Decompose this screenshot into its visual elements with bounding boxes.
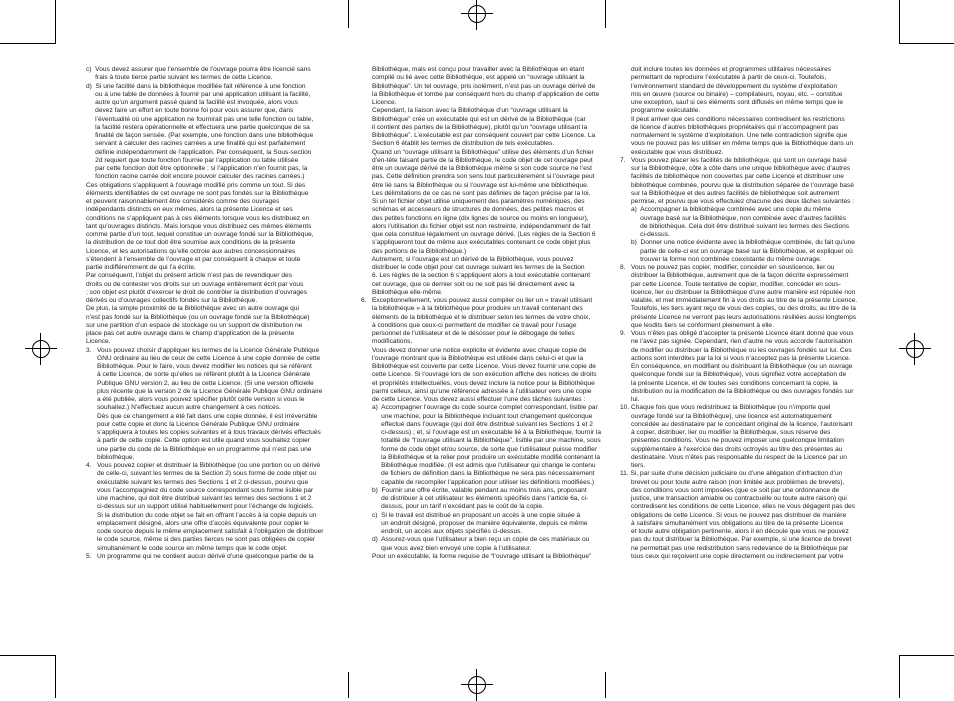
text-line: comme partie d’un tout, lequel constitue un ouvrage fondé sur la Bibliothèque,	[86, 231, 314, 238]
text-line: dessus, pour un tarif n’excédant pas le coût de la copie.	[361, 503, 544, 511]
text-line: Bibliothèque elle-même.	[361, 288, 443, 296]
text-line: b) Donner une notice évidente avec la bibliothèque combinée, du fait qu’une	[620, 239, 855, 247]
text-line: à partir de cette copie. Cette option est utile quand vous souhaitez copier	[86, 437, 310, 445]
crop-mark	[899, 43, 954, 44]
text-line: à satisfaire simultanément vos obligations au titre de la présente Licence	[620, 519, 844, 527]
text-line: distribution ou la modification de la Bibliothèque ou des ouvrages fondés sur	[620, 387, 854, 395]
text-line: une exception, sauf si ces éléments sont diffusés en même temps que le	[620, 99, 844, 106]
text-line: modifications.	[361, 338, 413, 346]
text-column-left	[86, 66, 336, 636]
crop-mark	[55, 655, 56, 698]
text-line: des portions de la Bibliothèque.)	[361, 247, 467, 255]
text-line: que lesdits tiers se conforment pleinement à elle.	[620, 321, 774, 329]
text-line: l’éventualité où une application ne fournirait pas une telle fonction ou table,	[86, 115, 314, 123]
text-line: Bibliothèque modifiée. (Il est admis que l’utilisateur qui change le contenu	[361, 462, 596, 469]
text-line: par cette Licence. Toute tentative de copier, modifier, concéder en sous-	[620, 280, 841, 288]
text-line: la facilité restera opérationnelle et effectuera une partie quelconque de sa	[86, 123, 310, 131]
text-line: la Bibliothèque et la relier pour produire un exécutable modifié contenant la	[361, 453, 600, 461]
crop-mark	[899, 655, 954, 656]
text-line: ; son objet est plutôt d’exercer le droit de contrôler la distribution d’ouvrages	[86, 288, 308, 296]
text-line: vous l’accompagniez du code source correspondant sous forme lisible par	[86, 486, 314, 494]
crop-mark	[605, 0, 606, 28]
text-line: place pas cet autre ouvrage dans le champ d’application de la présente	[86, 330, 295, 337]
text-line: d’en-tête faisant partie de la Bibliothèque, le code objet de cet ouvrage peut	[361, 156, 593, 164]
text-line: et propriétés intellectuelles, vous devez inclure la notice pour la Bibliothèque	[361, 379, 595, 387]
text-line: des conditions vous sont imposées (que ce soit par une ordonnance de	[620, 486, 840, 494]
text-line: dérivés ou d’ouvrages collectifs fondés sur la Bibliothèque.	[86, 297, 258, 304]
text-line: Bibliothèque”. L’exécutable est par conséquent couvert par cette Licence. La	[361, 132, 596, 139]
text-line: s’appliqueront tout de même aux exécutables contenant ce code objet plus	[361, 239, 591, 247]
text-line: ci-dessus.	[620, 231, 670, 238]
text-line: supplémentaire à l’exercice des droits octroyés au titre des présentes au	[620, 445, 843, 453]
text-line: cet ouvrage, que ce dernier soit ou ne soit pas lié directement avec la	[361, 280, 575, 288]
text-line: valable, et met immédiatement fin à vos droits au titre de la présente Licence.	[620, 297, 858, 304]
text-line: de celle-ci, suivant les termes de la Section 2) sous forme de code objet ou	[86, 470, 317, 478]
text-line: Bibliothèque” crée un exécutable qui est un dérivé de la Bibliothèque (car	[361, 115, 586, 123]
text-column-middle	[361, 66, 605, 636]
text-line: de bibliothèque. Cela doit être distribué suivant les termes des Sections	[620, 222, 850, 230]
text-line: a été publiée, alors vous pouvez spécifier plutôt cette version si vous le	[86, 396, 305, 403]
crop-mark	[0, 43, 55, 44]
text-line: éléments de la bibliothèque et le distribuer selon les termes de votre choix,	[361, 313, 591, 321]
text-line: exécutable que vous distribuez.	[620, 148, 724, 156]
text-line: contredisent les conditions de cette Licence, elles ne vous dégagent pas des	[620, 503, 855, 511]
text-column-right	[620, 66, 870, 636]
text-line: capable de recompiler l’application pour utiliser les définitions modifiées.)	[361, 478, 595, 486]
text-line: à cette Licence, de sorte qu’elles se réfèrent plutôt à la Licence Générale	[86, 371, 311, 379]
text-line: GNU ordinaire au lieu de ceux de cette Licence à une copie donnée de cette	[86, 354, 321, 362]
registration-mark	[906, 340, 924, 358]
text-line: servant à calculer des racines carrées a une finalité qui est parfaitement	[86, 140, 306, 148]
text-line: de modifier ou distribuer la Bibliothèque ou les ouvrages fondés sur lui. Ces	[620, 346, 852, 354]
text-line: programme exécutable.	[620, 107, 701, 115]
registration-mark	[32, 340, 50, 358]
text-line: personnel de l’utilisateur et de le désosser pour le débogage de telles	[361, 330, 575, 337]
text-line: présente Licence ne verront pas leurs autorisations résiliées aussi longtemps	[620, 313, 857, 321]
text-line: il contient des parties de la Bibliothèque), plutôt qu’un “ouvrage utilisant la	[361, 123, 588, 131]
text-line: 11. Si, par suite d’une décision judiciaire ou d’une allégation d’infraction d’un	[620, 470, 843, 478]
registration-mark	[468, 5, 486, 23]
text-line: indépendants distincts en eux mêmes, alors la présente Licence et ses	[86, 206, 293, 214]
text-line: concédée au destinataire par le concédant original de la licence, l’autorisant	[620, 420, 853, 428]
text-line: 9. Vous n’êtes pas obligé d’accepter la présente Licence étant donné que vous	[620, 330, 854, 337]
text-line: la Bibliothèque et tombe par conséquent hors du champ d’application de cette	[361, 90, 600, 98]
text-line: ou à une table de données à fournir par une application utilisant la facilité,	[86, 90, 311, 98]
text-line: 3. Vous pouvez choisir d’appliquer les termes de la Licence Générale Publique	[86, 346, 320, 354]
text-line: sur une partition d’un espace de stockage ou un support de distribution ne	[86, 321, 303, 329]
text-line: de cette Licence. Vous devez aussi effectuer l’une des tâches suivantes :	[361, 396, 586, 403]
text-line: finalité de façon sensée. (Par exemple, une fonction dans une bibliothèque	[86, 132, 314, 139]
text-line: s’étendent à l’ensemble de l’ouvrage et par conséquent à chaque et toute	[86, 255, 301, 263]
crop-mark	[899, 0, 900, 44]
registration-mark	[468, 676, 486, 694]
text-line: fonction racine carrée doit encore pouvoir calculer des racines carrées.)	[86, 173, 305, 181]
text-line: droits ou de contester vos droits sur un ouvrage entièrement écrit par vous	[86, 280, 304, 288]
text-line: Vous devez donner une notice explicite et évidente avec chaque copie de	[361, 346, 587, 354]
text-line: trouver la forme non combinée coexistante du même ouvrage.	[620, 255, 822, 263]
text-line: 4. Vous pouvez copier et distribuer la Bibliothèque (ou une portion ou un dérivé	[86, 462, 321, 469]
text-line: pas du tout distribuer la Bibliothèque. Par exemple, si une licence de brevet	[620, 536, 852, 544]
text-line: conditions ne s’appliquent pas à ces éléments lorsque vous les distribuez en	[86, 214, 310, 222]
text-line: totalité de “l’ouvrage utilisant la Bibliothèque”, lisible par une machine, sous	[361, 437, 601, 445]
text-line: l’environnement standard de développement du système d’exploitation	[620, 82, 837, 90]
text-line: Section 6 établit les termes de distribution de tels exécutables.	[361, 140, 555, 148]
text-line: partie indifféremment de qui l’a écrite.	[86, 264, 196, 271]
text-line: Par conséquent, l’objet du présent article n’est pas de revendiquer des	[86, 272, 292, 280]
text-line: et toute autre obligation pertinente, alors il en découle que vous ne pouvez	[620, 528, 849, 535]
text-line: bibliothèque combinée, pourvu que la distribution séparée de l’ouvrage basé	[620, 181, 854, 189]
text-line: 10. Chaque fois que vous redistribuez la Bibliothèque (ou n’importe quel	[620, 404, 831, 412]
text-line: pour cette copie et donc la Licence Générale Publique GNU ordinaire	[86, 420, 300, 428]
text-line: 2d requiert que toute fonction fournie par l’application ou table utilisée	[86, 156, 299, 164]
crop-mark	[0, 655, 55, 656]
text-line: endroit, un accès aux objets spécifiés ci-dessus.	[361, 528, 523, 535]
text-line: Publique GNU version 2, au lieu de cette Licence. (Si une version officielle	[86, 379, 314, 387]
text-line: ci-dessus) ; et, si l’ouvrage est un exécutable lié à la Bibliothèque, fournir la	[361, 429, 602, 436]
text-line: permettant de reproduire l’exécutable à partir de ceux-ci. Toutefois,	[620, 74, 827, 82]
text-line: une machine, qui doit être distribué suivant les termes des sections 1 et 2	[86, 495, 312, 502]
crop-mark	[348, 672, 349, 698]
text-line: ci-dessus sur un support utilisé habituellement pour l’échange de logiciels.	[86, 503, 314, 511]
text-line: et peuvent raisonnablement être considérés comme des ouvrages	[86, 198, 280, 205]
text-line: d) Assurez-vous que l’utilisateur a bien reçu un copie de ces matériaux ou	[361, 536, 590, 544]
text-line: licence, lier ou distribuer la Bibliothèque d’une autre manière est réputée non	[620, 288, 856, 296]
text-line: Pour un exécutable, la forme requise de “l’ouvrage utilisant la Bibliothèque”	[361, 552, 592, 560]
text-line: 5. Un programme qui ne contient aucun dérivé d’une quelconque partie de la	[86, 552, 314, 560]
text-line: distribuer la Bibliothèque, autrement que de la façon décrite expressément	[620, 272, 849, 280]
text-line: définie indépendamment de l’application. Par conséquent, la Sous-section	[86, 148, 312, 156]
text-line: Toutefois, les tiers ayant reçu de vous des copies, ou des droits, au titre de la	[620, 305, 856, 313]
text-line: lui.	[620, 396, 640, 403]
text-line: Si la distribution du code objet se fait en offrant l’accès à la copie depuis un	[86, 511, 317, 519]
text-line: Dès que ce changement a été fait dans une copie donnée, il est irréversible	[86, 412, 318, 420]
text-line: de distribuer à cet utilisateur les éléments spécifiés dans l’article 6a, ci-	[361, 495, 589, 502]
text-line: Autrement, si l’ouvrage est un dérivé de la Bibliothèque, vous pouvez	[361, 255, 574, 263]
text-line: justice, une transaction amiable ou contractuelle ou toute autre raison) qui	[620, 495, 847, 502]
text-line: pas. Cette définition prendra son sens tout particulièrement si l’ouvrage peut	[361, 173, 595, 181]
text-line: c) Vous devez assurer que l’ensemble de l’ouvrage pourra être licencié sans	[86, 66, 311, 73]
text-line: tiers.	[620, 462, 646, 469]
text-line: doit inclure toutes les données et programmes utilitaires nécessaires	[620, 66, 832, 73]
text-line: la bibliothèque » à la bibliothèque pour produire un travail contenant des	[361, 305, 583, 313]
text-line: b) Fournir une offre écrite, valable pendant au moins trois ans, proposant	[361, 486, 587, 494]
text-line: le code source, même si des parties tierces ne sont pas obligées de copier	[86, 536, 316, 544]
text-line: ne permettait pas une redistribution sans redevance de la Bibliothèque par	[620, 544, 849, 552]
text-line: Bibliothèque, mais est conçu pour travailler avec la Bibliothèque en étant	[361, 66, 585, 73]
text-line: Bibliothèque est couverte par cette Licence. Vous devez fournir une copie de	[361, 363, 596, 370]
text-line: frais à toute tierce partie suivant les termes de cette Licence.	[86, 74, 273, 82]
text-line: parmi celleux, ainsi qu’une référence adressée à l’utilisateur vers une copie	[361, 387, 592, 395]
text-line: devez faire un effort en toute bonne foi pour vous assurer que, dans	[86, 107, 294, 115]
text-line: brevet ou pour toute autre raison (non limitée aux problèmes de brevets),	[620, 478, 845, 486]
text-line: être lié sans la Bibliothèque ou si l’ouvrage est lui-même une bibliothèque.	[361, 181, 589, 189]
crop-mark	[55, 0, 56, 44]
text-line: à conditions que ceux-ci permettent de modifier ce travail pour l’usage	[361, 321, 577, 329]
text-line: Licence, et les autorisations qu’elle octroie aux autres concessionnaires	[86, 247, 296, 255]
text-line: permise, et pourvu que vous effectuiez chacune des deux tâches suivantes :	[620, 198, 855, 205]
text-line: code source depuis le même emplacement satisfait à l’obligation de distribuer	[86, 528, 324, 535]
text-line: effectué dans l’ouvrage (qui doit être distribué suivant les Sections 1 et 2	[361, 420, 593, 428]
text-line: Les délimitations de ce cas ne sont pas définies de façon précise par la loi.	[361, 189, 591, 197]
text-line: à copier, distribuer, lier ou modifier la Bibliothèque, sous réserve des	[620, 429, 831, 436]
text-line: emplacement désigné, alors une offre d’accès équivalente pour copier le	[86, 519, 309, 527]
text-line: sur la Bibliothèque, côte à côte dans une unique bibliothèque avec d’autres	[620, 165, 851, 172]
text-line: distribuer le code objet pour cet ouvrage suivant les termes de la Section	[361, 264, 585, 271]
text-line: de licence d’autres bibliothèques propriétaires qui n’accompagnent pas	[620, 123, 839, 131]
text-line: En conséquence, en modifiant ou distribuant la Bibliothèque (ou un ouvrage	[620, 363, 853, 370]
text-line: ouvrage fondé sur la Bibliothèque), une licence est automatiquement	[620, 412, 832, 420]
text-line: c) Si le travail est distribué en proposant un accès à une copie située à	[361, 511, 581, 519]
text-line: sur la Bibliothèque et des autres facilités de bibliothèque soit autrement	[620, 189, 840, 197]
text-line: une partie du code de la Bibliothèque en un programme qui n’est pas une	[86, 445, 312, 453]
text-line: éléments identifiables de cet ouvrage ne sont pas fondés sur la Bibliothèque	[86, 189, 309, 197]
text-line: s’appliquera à toutes les copies suivantes et à tous travaux dérivés effectués	[86, 429, 321, 436]
text-line: compilé ou lié avec cette Bibliothèque, est appelé un “ouvrage utilisant la	[361, 74, 585, 82]
text-line: Bibliothèque. Pour le faire, vous devez modifier les notices qui se réfèrent	[86, 363, 312, 370]
text-line: destinataire. Vous n’êtes pas responsable du respect de la Licence par un	[620, 453, 847, 461]
text-line: forme de code objet et/ou source, de sorte que l’utilisateur puisse modifier	[361, 445, 598, 453]
text-line: de fichiers de définition dans la Bibliothèque ne sera pas nécessairement	[361, 470, 595, 478]
text-line: la présente Licence, et de toutes ses conditions concernant la copie, la	[620, 379, 838, 387]
text-line: 8. Vous ne pouvez pas copier, modifier, concéder en souslicence, lier ou	[620, 264, 835, 271]
text-line: présentes conditions. Vous ne pouvez imposer une quelconque limitation	[620, 437, 844, 445]
text-line: cette Licence. Si l’ouvrage lors de son exécution affiche des notices de droits	[361, 371, 597, 379]
crop-mark	[899, 655, 900, 698]
text-line: bibliothèque.	[86, 453, 135, 461]
text-line: Ces obligations s’appliquent à l’ouvrage modifié pris comme un tout. Si des	[86, 181, 306, 189]
text-line: plus récente que la version 2 de la Licence Générale Publique GNU ordinaire	[86, 387, 323, 395]
text-line: souhaitez.) N’effectuez aucun autre changement à ces notices.	[86, 404, 281, 412]
text-line: simultanément le code source en même temps que le code objet.	[86, 544, 288, 552]
text-line: des petites fonctions en ligne (dix lignes de source ou moins en longueur),	[361, 214, 589, 222]
text-line: d) Si une facilité dans la bibliothèque modifiée fait référence à une fonction	[86, 82, 306, 90]
text-line: 6. Les règles de la section 6 s’appliquent alors à tout exécutable contenant	[361, 272, 591, 280]
text-line: tous ceux qui reçoivent une copie directement ou indirectement par votre	[620, 552, 844, 560]
text-line: actions sont interdites par la loi si vous n’acceptez pas la présente Licence.	[620, 354, 851, 362]
text-line: De plus, la simple proximité de la Bibliothèque avec un autre ouvrage qui	[86, 305, 299, 313]
text-line: vous ne pouvez pas les utiliser en même temps que la Bibliothèque dans un	[620, 140, 854, 148]
text-line: ne l’avez pas signée. Cependant, rien d’autre ne vous accorde l’autorisation	[620, 338, 853, 346]
text-line: partie de celle-ci est un ouvrage basé sur la Bibliothèque, et expliquer où	[620, 247, 853, 255]
text-line: n’est pas fondé sur la Bibliothèque (ou un ouvrage fondé sur la Bibliothèque)	[86, 313, 310, 321]
text-line: que vous avez bien envoyé une copie à l’utilisateur.	[361, 544, 532, 552]
text-line: une machine, pour la Bibliothèque incluant tout changement quelconque	[361, 412, 593, 420]
text-line: a) Accompagner l’ouvrage du code source complet correspondant, lisible par	[361, 404, 598, 412]
text-line: Il peut arriver que ces conditions nécessaires contredisent les restrictions	[620, 115, 845, 123]
text-line: l’ouvrage montrant que la Bibliothèque est utilisée dans celui-ci et que la	[361, 354, 584, 362]
text-line: Cependant, la liaison avec la Bibliothèque d’un “ouvrage utilisant la	[361, 107, 568, 115]
text-line: mis en œuvre (source ou binaire) – compilateurs, noyau, etc. – constitue	[620, 90, 843, 98]
text-line: ouvrage basé sur la Bibliothèque, non combinée avec d’autres facilités	[620, 214, 847, 222]
text-line: normalement le système d’exploitation. Une telle contradiction signifie que	[620, 132, 848, 139]
crop-mark	[605, 672, 606, 698]
text-line: tant qu’ouvrages distincts. Mais lorsque vous distribuez ces mêmes éléments	[86, 222, 312, 230]
text-line: obligations de cette Licence. Si vous ne pouvez pas distribuer de manière	[620, 511, 847, 519]
text-line: a) Accompagner la bibliothèque combinée avec une copie du même	[620, 206, 832, 214]
text-line: Si un tel fichier objet utilise uniquement des paramètres numériques, des	[361, 198, 585, 205]
crop-mark	[348, 0, 349, 28]
text-line: alors l’utilisation du fichier objet est non restreinte, indépendamment de fait	[361, 222, 591, 230]
text-line: la distribution de ce tout doit être soumise aux conditions de la présente	[86, 239, 296, 247]
text-line: Licence.	[86, 338, 111, 346]
text-line: que cela constitue légalement un ouvrage dérivé. (Les règles de la Section 6	[361, 231, 596, 238]
text-line: être un ouvrage dérivé de la Bibliothèque même si son code source ne l’est	[361, 165, 592, 172]
text-line: par cette fonction doit être optionnelle : si l’application n’en fournit pas, la	[86, 165, 308, 172]
text-line: un endroit désigné, proposer de manière équivalente, depuis ce même	[361, 519, 588, 527]
text-line: Bibliothèque”. Un tel ouvrage, pris isolément, n’est pas un ouvrage dérivé de	[361, 82, 596, 90]
text-line: quelconque fondé sur la Bibliothèque), vous signifiez votre acceptation de	[620, 371, 847, 379]
text-line: facilités de bibliothèque non couvertes par cette Licence et distribuer une	[620, 173, 844, 181]
text-line: exécutable suivant les termes des Sections 1 et 2 ci-dessus, pourvu que	[86, 478, 309, 486]
text-line: autre qu’un argument passé quand la facilité est invoquée, alors vous	[86, 99, 298, 106]
text-line: 7. Vous pouvez placer les facilités de bibliothèque, qui sont un ouvrage basé	[620, 156, 847, 164]
text-line: Licence.	[361, 99, 397, 106]
text-line: 6. Exceptionnellement, vous pouvez aussi compiler ou lier un « travail utilisant	[361, 297, 593, 304]
text-line: schémas et accesseurs de structures de données, des petites macros et	[361, 206, 584, 214]
text-line: Quand un “ouvrage utilisant la Bibliothèque” utilise des éléments d’un fichier	[361, 148, 594, 156]
